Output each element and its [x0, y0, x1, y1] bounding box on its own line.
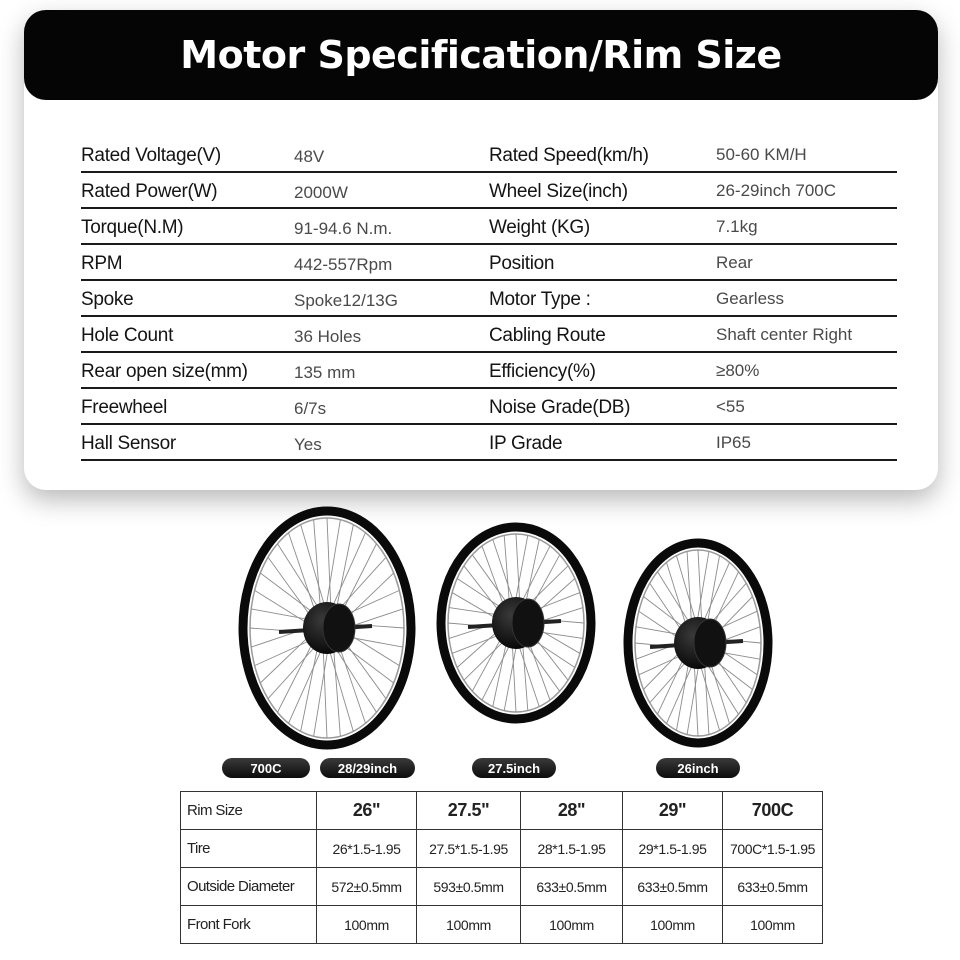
spec-row: [81, 281, 897, 317]
spec-label: Rated Speed(km/h): [489, 145, 649, 166]
table-cell: 633±0.5mm: [723, 868, 823, 906]
spec-value: 135 mm: [294, 363, 356, 382]
spec-label: Rear open size(mm): [81, 361, 248, 382]
page-title: Motor Specification/Rim Size: [180, 33, 782, 77]
rim-size-table: [180, 791, 823, 944]
table-cell: 593±0.5mm: [417, 868, 521, 906]
table-cell: 100mm: [723, 906, 823, 944]
hub-motor-cover: [323, 604, 355, 652]
spec-value: 48V: [294, 147, 325, 166]
spec-value: IP65: [716, 433, 751, 452]
table-cell: 100mm: [317, 906, 417, 944]
table-cell: 633±0.5mm: [623, 868, 723, 906]
table-row: [181, 868, 823, 906]
table-cell: 572±0.5mm: [317, 868, 417, 906]
spec-label: Wheel Size(inch): [489, 181, 628, 202]
wheel-illustration: [0, 500, 960, 790]
table-cell: 29*1.5-1.95: [623, 830, 723, 868]
table-header-cell: 29": [623, 792, 723, 830]
spec-label: Freewheel: [81, 397, 168, 418]
table-cell: 100mm: [623, 906, 723, 944]
table-cell: 100mm: [417, 906, 521, 944]
spec-row: [81, 317, 897, 353]
wheel: [243, 511, 411, 745]
spec-value: Gearless: [716, 289, 785, 308]
size-tag-27-5inch: 27.5inch: [472, 758, 556, 778]
spec-row: [81, 245, 897, 281]
spec-row: [81, 425, 897, 461]
spec-label: Rated Voltage(V): [81, 145, 221, 166]
table-row: [181, 792, 823, 830]
spec-value: Spoke12/13G: [294, 291, 398, 310]
spec-label: Hole Count: [81, 325, 174, 346]
hub-motor-cover: [512, 599, 544, 647]
spec-label: Weight (KG): [489, 217, 590, 238]
spec-row: [81, 137, 897, 173]
size-tag-28-29inch: 28/29inch: [320, 758, 415, 778]
spec-label: Position: [489, 253, 555, 274]
spec-label: Motor Type :: [489, 289, 591, 310]
size-tag-26inch: 26inch: [656, 758, 740, 778]
table-header-cell: 700C: [723, 792, 823, 830]
table-cell: 26*1.5-1.95: [317, 830, 417, 868]
spec-value: 2000W: [294, 183, 348, 202]
spec-value: <55: [716, 397, 745, 416]
spec-row: [81, 209, 897, 245]
spec-label: Hall Sensor: [81, 433, 176, 454]
spec-label: Efficiency(%): [489, 361, 596, 382]
spec-label: Cabling Route: [489, 325, 606, 346]
spec-card: [24, 10, 938, 490]
spec-label: Rated Power(W): [81, 181, 218, 202]
wheel-images: [0, 500, 960, 790]
spec-value: 442-557Rpm: [294, 255, 393, 274]
spec-label: Torque(N.M): [81, 217, 184, 238]
table-cell: 27.5*1.5-1.95: [417, 830, 521, 868]
table-header-cell: 28": [521, 792, 623, 830]
spec-value: 7.1kg: [716, 217, 758, 236]
table-cell: 100mm: [521, 906, 623, 944]
table-row-header: Front Fork: [181, 906, 317, 944]
spec-row: [81, 173, 897, 209]
wheel: [628, 543, 768, 743]
spec-value: 50-60 KM/H: [716, 145, 807, 164]
table-cell: 700C*1.5-1.95: [723, 830, 823, 868]
spec-label: RPM: [81, 253, 123, 274]
table-row-header: Tire: [181, 830, 317, 868]
spec-row: [81, 353, 897, 389]
spec-value: 6/7s: [294, 399, 327, 418]
hub-motor-cover: [694, 619, 726, 667]
spec-label: Spoke: [81, 289, 134, 310]
spec-value: 26-29inch 700C: [716, 181, 837, 200]
spec-value: Rear: [716, 253, 753, 272]
spec-label: IP Grade: [489, 433, 563, 454]
table-header-cell: 26": [317, 792, 417, 830]
table-cell: 28*1.5-1.95: [521, 830, 623, 868]
table-cell: 633±0.5mm: [521, 868, 623, 906]
spec-value: Yes: [294, 435, 322, 454]
spec-value: 36 Holes: [294, 327, 362, 346]
table-row-header: Rim Size: [181, 792, 317, 830]
table-header-cell: 27.5": [417, 792, 521, 830]
spec-row: [81, 389, 897, 425]
spec-value: ≥80%: [716, 361, 760, 380]
spec-value: Shaft center Right: [716, 325, 853, 344]
size-tag-700c: 700C: [222, 758, 310, 778]
spec-label: Noise Grade(DB): [489, 397, 631, 418]
table-row: [181, 906, 823, 944]
table-row-header: Outside Diameter: [181, 868, 317, 906]
spec-header: [24, 10, 938, 100]
wheel: [441, 527, 591, 719]
table-row: [181, 830, 823, 868]
spec-value: 91-94.6 N.m.: [294, 219, 393, 238]
